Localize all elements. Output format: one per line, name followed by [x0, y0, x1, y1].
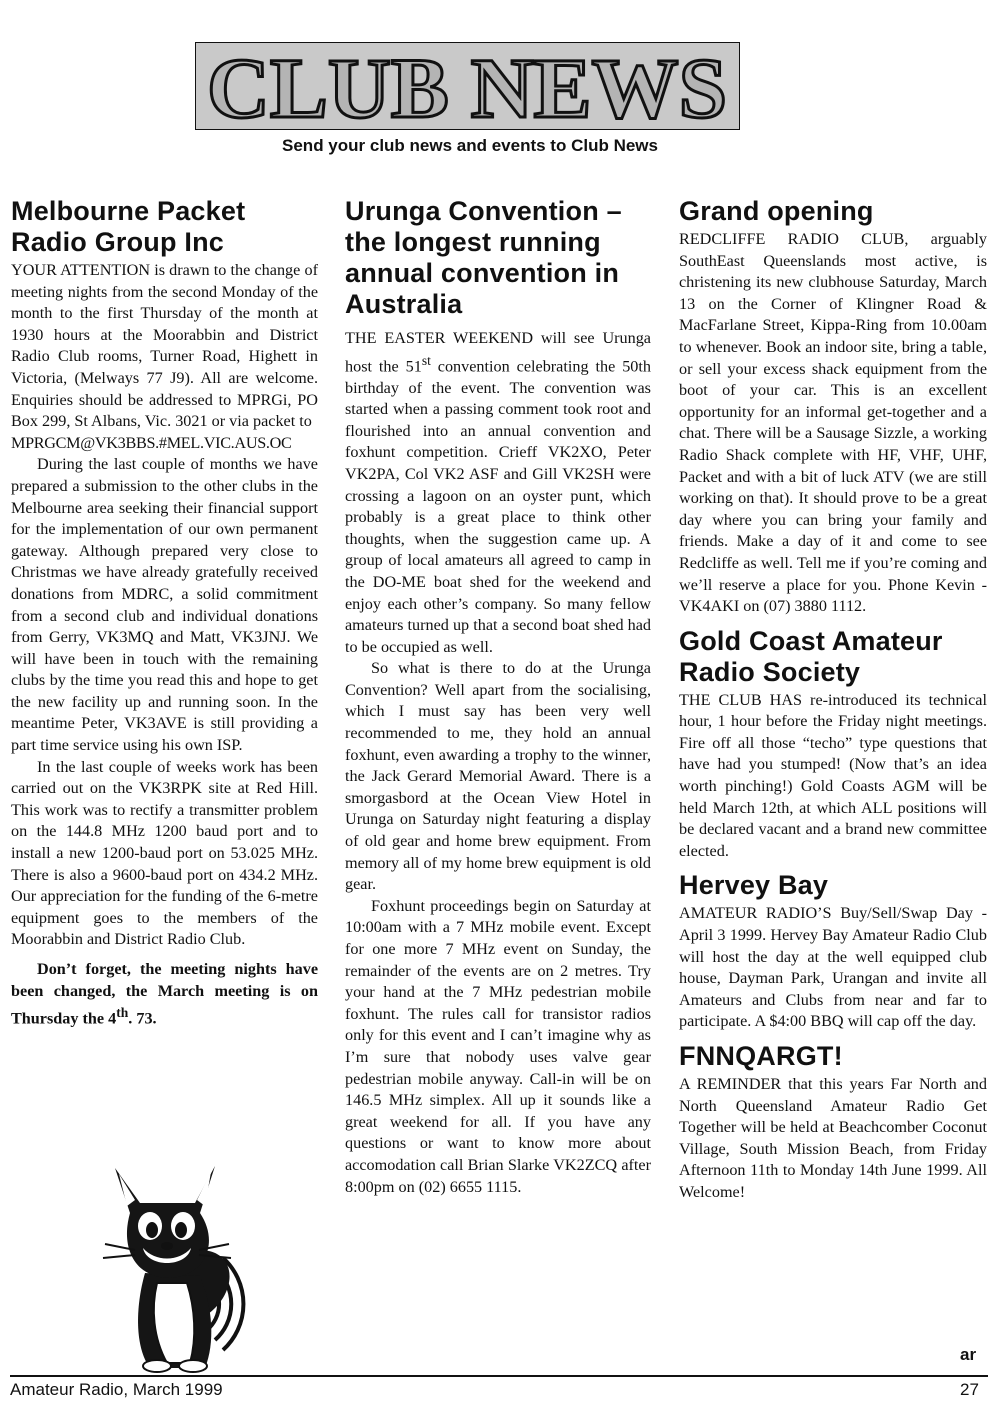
column-2 — [345, 196, 651, 1198]
article-title-melbourne: Melbourne Packet Radio Group Inc — [11, 196, 246, 257]
column-3 — [679, 196, 987, 1204]
article-paragraph: A REMINDER that this years Far North and North Queensland Amateur Radio Get Together will be held at Beachcomber Coconut Village, South Mission Beach, from Friday Afternoon 11th to Monday 14th June 1999. All Welcome! — [679, 1075, 987, 1201]
article-paragraph: THE CLUB HAS re-introduced its technical hour, 1 hour before the Friday night meetings. Fire off all those “techo” type questions that have had you stumped! (Now that’s an idea worth pinching!) Gold Coasts AGM will be held March 12th, at which ALL positions will be declared vacant and a brand new committee elected. — [679, 690, 987, 860]
footer-publication: Amateur Radio, March 1999 — [10, 1380, 223, 1399]
ordinal-suffix: th — [116, 1005, 129, 1021]
article-paragraph: During the last couple of months we have prepared a submission to the other clubs in the Melbourne area seeking their financial support for the implementation of our own permanent gateway. Although prepared very close to Christmas we have already gratefully received donations from MDRC, a solid commitment from a second club and individual donations from Gerry, VK3MQ and Matt, VK3JNJ. We will have been in touch with the remaining clubs by the time you read this and hope to get the new facility up and running soon. In the meantime Peter, VK3AVE is still providing a part time service using his own ISP. — [11, 455, 318, 755]
column-1 — [11, 196, 318, 1030]
reminder-text: Don’t forget, the meeting nights have been changed, the March meeting is on Thursday the 4 — [11, 960, 318, 1028]
article-paragraph: Foxhunt proceedings begin on Saturday at 10:00am with a 7 MHz mobile event. Except for one more 7 MHz event on Sunday, the remainder of the events are on 2 metres. Try your hand at the 7 MHz pedestrian mobile foxhunt. The rules call for transistor radios only for this event and I can’t imagine why as I’m sure that nobody uses valve gear pedestrian mobile anyway. Call-in will be on 146.5 MHz simplex. All up it sounds like a great weekend for all. If you have any questions or want to know more about accomodation call Brian Slarke VK2ZCQ after 8:00pm on (02) 6655 1115. — [345, 896, 651, 1196]
page-subtitle: Send your club news and events to Club News — [282, 136, 658, 155]
page-number: 27 — [960, 1380, 979, 1399]
ordinal-suffix: st — [421, 352, 431, 368]
article-paragraph — [11, 260, 318, 454]
article-paragraph — [345, 328, 651, 658]
reminder-text-end: . 73. — [128, 1009, 157, 1028]
article-title-grand-opening: Grand opening — [679, 196, 874, 226]
meeting-reminder — [11, 959, 318, 1030]
end-mark: ar — [960, 1345, 977, 1364]
banner-text: CLUB NEWS — [207, 43, 727, 129]
article-title-gold-coast: Gold Coast Amateur Radio Society — [679, 625, 943, 687]
article-title-fnnqargt: FNNQARGT! — [679, 1041, 843, 1071]
article-title-urunga: Urunga Convention – the longest running annual convention in Australia — [345, 196, 622, 319]
article-title-hervey-bay: Hervey Bay — [679, 870, 829, 901]
club-news-banner — [195, 42, 740, 130]
article-paragraph: REDCLIFFE RADIO CLUB, arguably SouthEast Queenslands most active, is christening its new clubhouse Saturday, March 13 on the Corner of Klingner Road & MacFarlane Street, Kippa-Ring from 10.00am to whenever. Book an indoor site, bring a table, or sell your excess shack equipment from the boot of your car. This is an excellent opportunity for an informal get-together and a chat. There will be a Sausage Sizzle, a working Radio Shack complete with HF, VHF, UHF, Packet and with a bit of luck ATV (we are still working on that). It should prove to be a great day where you can bring your family and friends. Make a day of it and come to see Redcliffe as well. Tell me if you’re coming and we’ll reserve a place for you. Phone Kevin - VK4AKI on (07) 3880 1112. — [679, 230, 987, 616]
article-paragraph: AMATEUR RADIO’S Buy/Sell/Swap Day - April 3 1999. Hervey Bay Amateur Radio Club will host the day at the well equipped club house, Dayman Park, Urangan and invite all Amateurs and Clubs from near and far to participate. A $4:00 BBQ will cap off the day. — [679, 904, 987, 1031]
paragraph-text: YOUR ATTENTION is drawn to the change of meeting nights from the second Monday of the month to the first Thursday of the month at 1930 hours at the Moorabbin and District Radio Club rooms, Turner Road, Highett in Victoria, (Melways 77 J9). All are welcome. Enquiries should be addressed to MPRGi, PO Box 299, St Albans, Vic. 3021 or via packet to — [11, 261, 318, 431]
packet-address: MPRGCM@VK3BBS.#MEL.VIC.AUS.OC — [11, 433, 292, 452]
article-paragraph: In the last couple of weeks work has been carried out on the VK3RPK site at Red Hill. This work was to rectify a transmitter problem on the 144.8 MHz 1200 baud port and to install a new 1200-baud port on 53.025 MHz. There is also a 9600-baud port on 434.2 MHz. Our appreciation for the funding of the 6-metre equipment goes to the members of the Moorabbin and District Radio Club. — [11, 757, 318, 949]
footer-divider — [10, 1375, 988, 1377]
paragraph-text-end: convention celebrating the 50th birthday of the event. The convention was started when a passing comment took root and flourished into an annual convention and foxhunt competition. Crieff VK2XO, Peter VK2PA, Col VK2 ASF and Gill VK2SH were crossing a lagoon on an oyster punt, which probably is a great place to think other thoughts, when the suggestion came up. A group of local amateurs all agreed to camp in the DO-ME boat shed for the weekend and enjoy each other’s company. So many fellow amateurs turned up that a second boat shed had to be occupied as well. — [345, 356, 651, 656]
paragraph-text: THE EASTER WEEKEND will see Urunga host the 51 — [345, 329, 651, 375]
cartoon-cat-icon — [95, 1158, 260, 1373]
article-paragraph: So what is there to do at the Urunga Convention? Well apart from the socialising, which I must say has been very well recommended to me, they hold an annual foxhunt, even awarding a trophy to the winner, the Jack Gerard Memorial Award. There is a smorgasbord at the Ocean View Hotel in Urunga on Saturday night featuring a display of old gear and home brew equipment. From memory all of my home brew equipment is old gear. — [345, 659, 651, 894]
